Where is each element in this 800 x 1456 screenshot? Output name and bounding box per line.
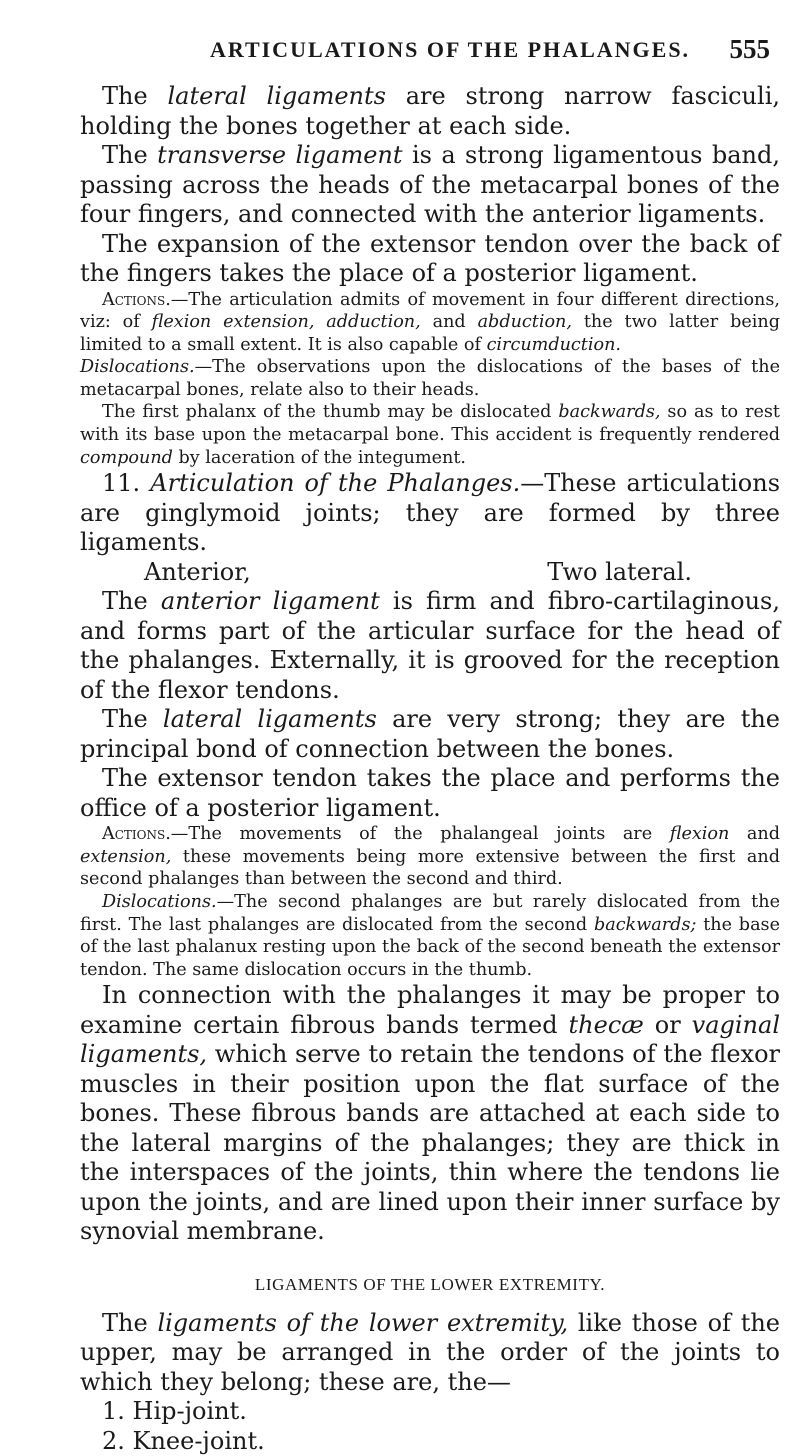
ligament-list-lateral: Two lateral. bbox=[547, 557, 692, 586]
page-body bbox=[80, 82, 780, 1456]
paragraph-extensor-expansion: The expansion of the extensor tendon over the back of the fingers takes the place of a posterior ligament. bbox=[80, 229, 780, 287]
ligament-list-anterior: Anterior, bbox=[144, 557, 251, 586]
paragraph-extensor-tendon: The extensor tendon takes the place and performs the office of a posterior ligament. bbox=[80, 764, 780, 822]
paragraph-thumb-dislocation: The first phalanx of the thumb may be dislocated backwards, so as to rest with its base upon the metacarpal bone. This accident is frequently rendered compound by laceration of the integument. bbox=[80, 402, 780, 468]
paragraph-actions-metacarpal: Actions.—The articulation admits of movement in four different directions, viz: of flexion extension, adduction, and abduction, the two latter being limited to a small extent. It is also capable of circumduction. Dislocations.—The observations upon the dislocations of the bases of the metacarpal bones, relate also to their heads. bbox=[80, 289, 780, 400]
ligament-list bbox=[80, 558, 780, 588]
paragraph-transverse-ligament: The transverse ligament is a strong ligamentous band, passing across the heads of the metacarpal bones of the four fingers, and connected with the anterior ligaments. bbox=[80, 141, 781, 228]
running-header bbox=[130, 34, 770, 64]
list-item: 1. Hip-joint. bbox=[102, 1397, 247, 1426]
paragraph-lateral-ligaments: The lateral ligaments are strong narrow fasciculi, holding the bones together at each side. bbox=[80, 82, 780, 140]
paragraph-lower-extremity: The ligaments of the lower extremity, like those of the upper, may be arranged in the order of the joints to which they belong; these are, the— bbox=[80, 1308, 781, 1396]
paragraph-anterior-ligament: The anterior ligament is firm and fibro-cartilaginous, and forms part of the articular surface for the head of the phalanges. Externally, it is grooved for the reception of the flexor tendons. bbox=[80, 587, 780, 704]
paragraph-dislocations-phalanges: Dislocations.—The second phalanges are but rarely dislocated from the first. The last phalanges are dislocated from the second backwards; the base of the last phalanux resting upon the back of the second beneath the extensor tendon. The same dislocation occurs in the thumb. bbox=[80, 892, 781, 980]
list-item: 2. Knee-joint. bbox=[102, 1426, 265, 1455]
running-title: ARTICULATIONS OF THE PHALANGES. bbox=[209, 37, 691, 62]
paragraph-phalanx-lateral-ligaments: The lateral ligaments are very strong; they are the principal bond of connection between the bones. bbox=[80, 705, 780, 763]
paragraph-articulation-phalanges: 11. Articulation of the Phalanges.—These articulations are ginglymoid joints; they are formed by three ligaments. bbox=[80, 469, 781, 557]
paragraph-thecae: In connection with the phalanges it may be proper to examine certain fibrous bands termed thecæ or vaginal ligaments, which serve to retain the tendons of the flexor muscles in their position upon the flat surface of the bones. These fibrous bands are attached at each side to the lateral margins of the phalanges; they are thick in the interspaces of the joints, thin where the tendons lie upon the joints, and are lined upon their inner surface by synovial membrane. bbox=[80, 981, 780, 1246]
section-heading: LIGAMENTS OF THE LOWER EXTREMITY. bbox=[254, 1274, 606, 1294]
page-number: 555 bbox=[729, 34, 770, 64]
paragraph-actions-phalangeal: Actions.—The movements of the phalangeal joints are flexion and extension, these movements being more extensive between the first and second phalanges than between the second and third. bbox=[80, 824, 780, 890]
